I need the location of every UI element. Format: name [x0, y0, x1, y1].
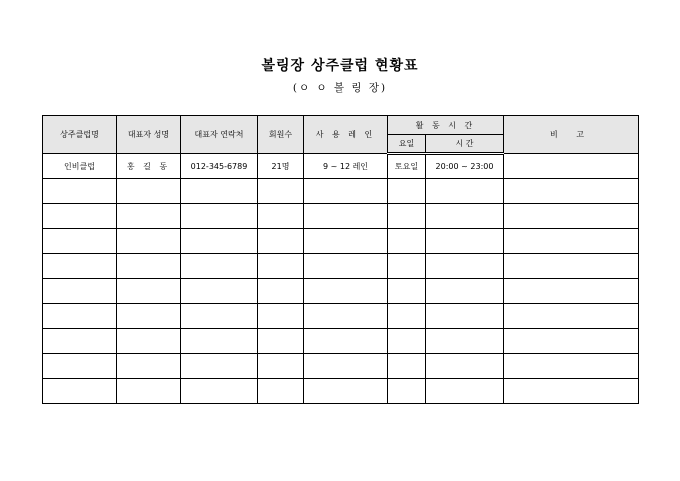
cell-remarks: [504, 304, 639, 329]
cell-rep-contact: [181, 354, 258, 379]
cell-time: [426, 304, 504, 329]
cell-members: [258, 254, 304, 279]
cell-rep-contact: [181, 179, 258, 204]
cell-members: [258, 179, 304, 204]
cell-rep-name: 홍 길 동: [117, 154, 181, 179]
empty-table-row: [43, 179, 639, 204]
cell-time: [426, 204, 504, 229]
cell-day: [388, 279, 426, 304]
header-club-name: 상주클럽명: [43, 116, 117, 154]
header-day: 요일: [388, 135, 426, 154]
cell-club-name: [43, 379, 117, 404]
cell-remarks: [504, 354, 639, 379]
header-remarks: 비 고: [504, 116, 639, 154]
cell-remarks: [504, 254, 639, 279]
cell-remarks: [504, 329, 639, 354]
cell-members: [258, 304, 304, 329]
cell-club-name: [43, 204, 117, 229]
cell-day: [388, 229, 426, 254]
cell-rep-name: [117, 229, 181, 254]
cell-members: 21명: [258, 154, 304, 179]
cell-rep-name: [117, 379, 181, 404]
cell-lanes: [304, 304, 388, 329]
empty-table-row: [43, 229, 639, 254]
header-rep-contact: 대표자 연락처: [181, 116, 258, 154]
cell-rep-name: [117, 279, 181, 304]
cell-club-name: [43, 254, 117, 279]
cell-rep-contact: 012-345-6789: [181, 154, 258, 179]
cell-members: [258, 279, 304, 304]
cell-day: [388, 379, 426, 404]
cell-lanes: [304, 229, 388, 254]
cell-lanes: [304, 379, 388, 404]
cell-lanes: [304, 254, 388, 279]
cell-club-name: [43, 279, 117, 304]
cell-lanes: [304, 204, 388, 229]
header-rep-name: 대표자 성명: [117, 116, 181, 154]
cell-rep-name: [117, 354, 181, 379]
header-lanes: 사 용 레 인: [304, 116, 388, 154]
document-title: 볼링장 상주클럽 현황표: [261, 58, 419, 74]
cell-time: [426, 229, 504, 254]
cell-remarks: [504, 204, 639, 229]
cell-time: [426, 179, 504, 204]
cell-club-name: [43, 179, 117, 204]
empty-table-row: [43, 204, 639, 229]
cell-rep-contact: [181, 304, 258, 329]
cell-remarks: [504, 179, 639, 204]
empty-table-row: [43, 354, 639, 379]
cell-time: [426, 329, 504, 354]
empty-table-row: [43, 279, 639, 304]
cell-time: [426, 354, 504, 379]
cell-members: [258, 204, 304, 229]
cell-rep-name: [117, 329, 181, 354]
cell-rep-contact: [181, 254, 258, 279]
cell-lanes: 9 ~ 12 레인: [304, 154, 388, 179]
cell-rep-contact: [181, 279, 258, 304]
empty-table-row: [43, 304, 639, 329]
cell-rep-contact: [181, 329, 258, 354]
cell-rep-name: [117, 304, 181, 329]
cell-lanes: [304, 329, 388, 354]
header-members: 회원수: [258, 116, 304, 154]
cell-rep-contact: [181, 379, 258, 404]
cell-members: [258, 354, 304, 379]
header-time: 시 간: [426, 135, 504, 154]
document-subtitle: (ㅇ ㅇ 볼 링 장): [292, 82, 388, 94]
cell-day: 토요일: [388, 154, 426, 179]
table-row: [43, 154, 639, 179]
cell-members: [258, 379, 304, 404]
cell-time: [426, 379, 504, 404]
cell-club-name: [43, 229, 117, 254]
cell-lanes: [304, 279, 388, 304]
cell-lanes: [304, 179, 388, 204]
cell-club-name: [43, 329, 117, 354]
club-roster-table: [42, 115, 639, 404]
cell-lanes: [304, 354, 388, 379]
cell-day: [388, 254, 426, 279]
cell-remarks: [504, 379, 639, 404]
cell-time: [426, 254, 504, 279]
empty-table-row: [43, 329, 639, 354]
cell-club-name: 인비클럽: [43, 154, 117, 179]
cell-remarks: [504, 154, 639, 179]
cell-rep-name: [117, 254, 181, 279]
header-activity-time: 활 동 시 간: [388, 116, 504, 135]
cell-remarks: [504, 279, 639, 304]
cell-remarks: [504, 229, 639, 254]
empty-table-row: [43, 379, 639, 404]
empty-table-row: [43, 254, 639, 279]
cell-rep-name: [117, 179, 181, 204]
cell-time: [426, 279, 504, 304]
cell-rep-contact: [181, 229, 258, 254]
cell-day: [388, 329, 426, 354]
cell-rep-contact: [181, 204, 258, 229]
cell-rep-name: [117, 204, 181, 229]
cell-day: [388, 304, 426, 329]
cell-members: [258, 329, 304, 354]
cell-time: 20:00 ~ 23:00: [426, 154, 504, 179]
cell-club-name: [43, 354, 117, 379]
cell-day: [388, 179, 426, 204]
cell-day: [388, 204, 426, 229]
cell-members: [258, 229, 304, 254]
cell-club-name: [43, 304, 117, 329]
cell-day: [388, 354, 426, 379]
